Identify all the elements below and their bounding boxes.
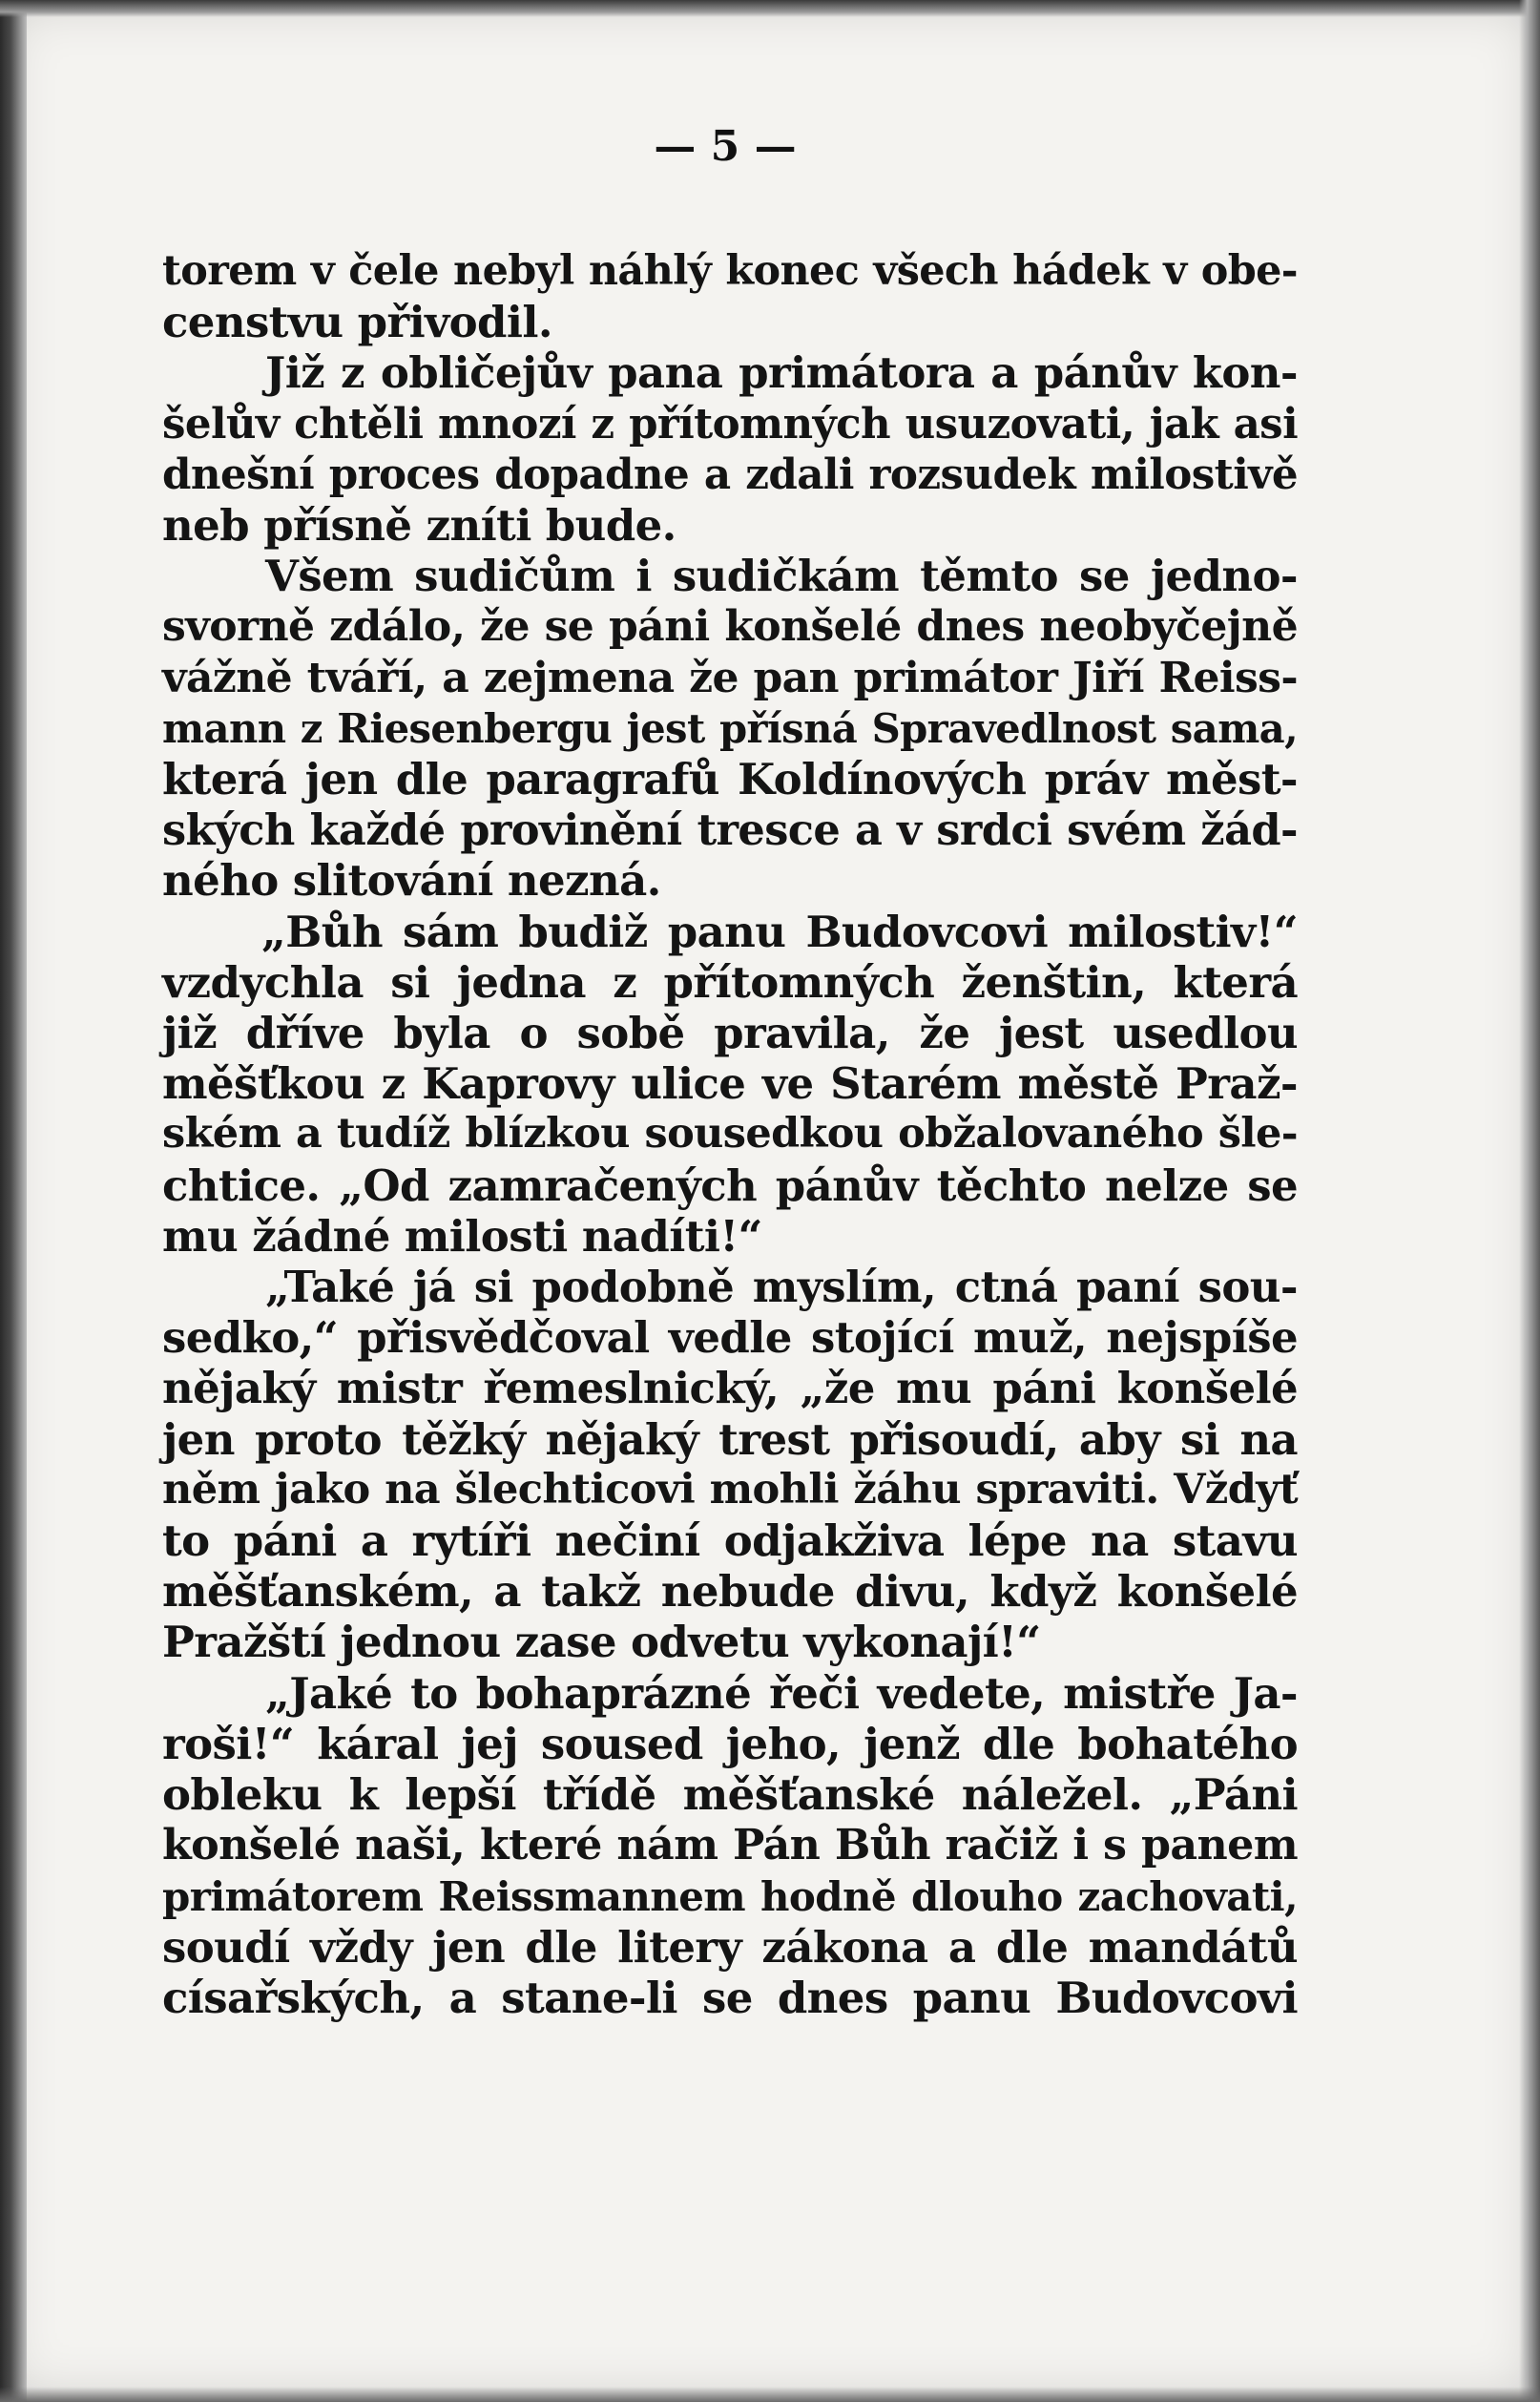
text-line: konšelé naši, které nám Pán Bůh račiž i s panem — [162, 1820, 1298, 1870]
text-line: „Jaké to bohaprázné řeči vedete, mistře Ja- — [265, 1667, 1298, 1719]
text-line: to páni a rytíři nečiní odjakživa lépe na stavu — [162, 1515, 1298, 1567]
text-line: již dříve byla o sobě pravila, že jest usedlou — [162, 1008, 1298, 1059]
text-line: torem v čele nebyl náhlý konec všech hádek v obe- — [162, 247, 1298, 295]
text-line: ském a tudíž blízkou sousedkou obžalovaného šle- — [162, 1110, 1298, 1159]
text-line: měšťanském, a takž nebude divu, když konšelé — [162, 1566, 1298, 1618]
page-left-edge — [0, 0, 27, 2402]
text-line: vážně tváří, a zejmena že pan primátor Jiří Reiss- — [162, 653, 1298, 702]
text-line: obleku k lepší třídě měšťanské náležel. „Páni — [162, 1769, 1298, 1821]
text-line: císařských, a stane-li se dnes panu Budovcovi — [162, 1972, 1298, 2023]
text-line: sedko,“ přisvědčoval vedle stojící muž, nejspíše — [162, 1312, 1298, 1364]
page-number: — 5 — — [654, 122, 797, 171]
text-line: neb přísně zníti bude. — [162, 500, 676, 552]
text-line: šelův chtěli mnozí z přítomných usuzovati, jak asi — [162, 399, 1298, 449]
text-line: „Bůh sám budiž panu Budovcovi milostiv!“ — [261, 906, 1298, 957]
text-line: dnešní proces dopadne a zdali rozsudek milostivě — [162, 449, 1298, 499]
text-line: nějaký mistr řemeslnický, „že mu páni konšelé — [162, 1363, 1298, 1414]
text-line: ného slitování nezná. — [162, 855, 661, 907]
text-line: soudí vždy jen dle litery zákona a dle mandátů — [162, 1921, 1298, 1973]
text-line: jen proto těžký nějaký trest přisoudí, aby si na — [162, 1413, 1298, 1465]
text-line: mann z Riesenbergu jest přísná Spravedlnost sama, — [162, 704, 1298, 752]
text-line: censtvu přivodil. — [162, 297, 552, 348]
text-line: svorně zdálo, že se páni konšelé dnes neobyčejně — [162, 602, 1298, 652]
text-line: mu žádné milosti nadíti!“ — [162, 1210, 762, 1262]
text-line: Všem sudičům i sudičkám těmto se jedno- — [265, 551, 1298, 602]
page-top-edge — [0, 0, 1540, 17]
page-bottom-edge — [0, 2387, 1540, 2402]
page-right-edge — [1519, 0, 1540, 2402]
text-line: roši!“ káral jej soused jeho, jenž dle bohatého — [162, 1718, 1298, 1769]
text-line: ských každé provinění tresce a v srdci svém žád- — [162, 804, 1298, 856]
text-line: něm jako na šlechticovi mohli žáhu spraviti. Vždyť — [162, 1465, 1298, 1514]
text-line: měšťkou z Kaprovy ulice ve Starém městě Praž- — [162, 1058, 1298, 1110]
text-line: Již z obličejův pana primátora a pánův kon- — [265, 347, 1298, 399]
text-line: která jen dle paragrafů Koldínových práv měst- — [162, 754, 1298, 805]
text-line: primátorem Reissmannem hodně dlouho zachovati, — [162, 1872, 1298, 1920]
text-line: vzdychla si jedna z přítomných ženštin, která — [162, 956, 1298, 1008]
text-line: chtice. „Od zamračených pánův těchto nelze se — [162, 1159, 1298, 1211]
text-line: Pražští jednou zase odvetu vykonají!“ — [162, 1617, 1041, 1668]
text-line: „Také já si podobně myslím, ctná paní sou- — [265, 1262, 1298, 1313]
body-text — [162, 246, 1298, 2023]
